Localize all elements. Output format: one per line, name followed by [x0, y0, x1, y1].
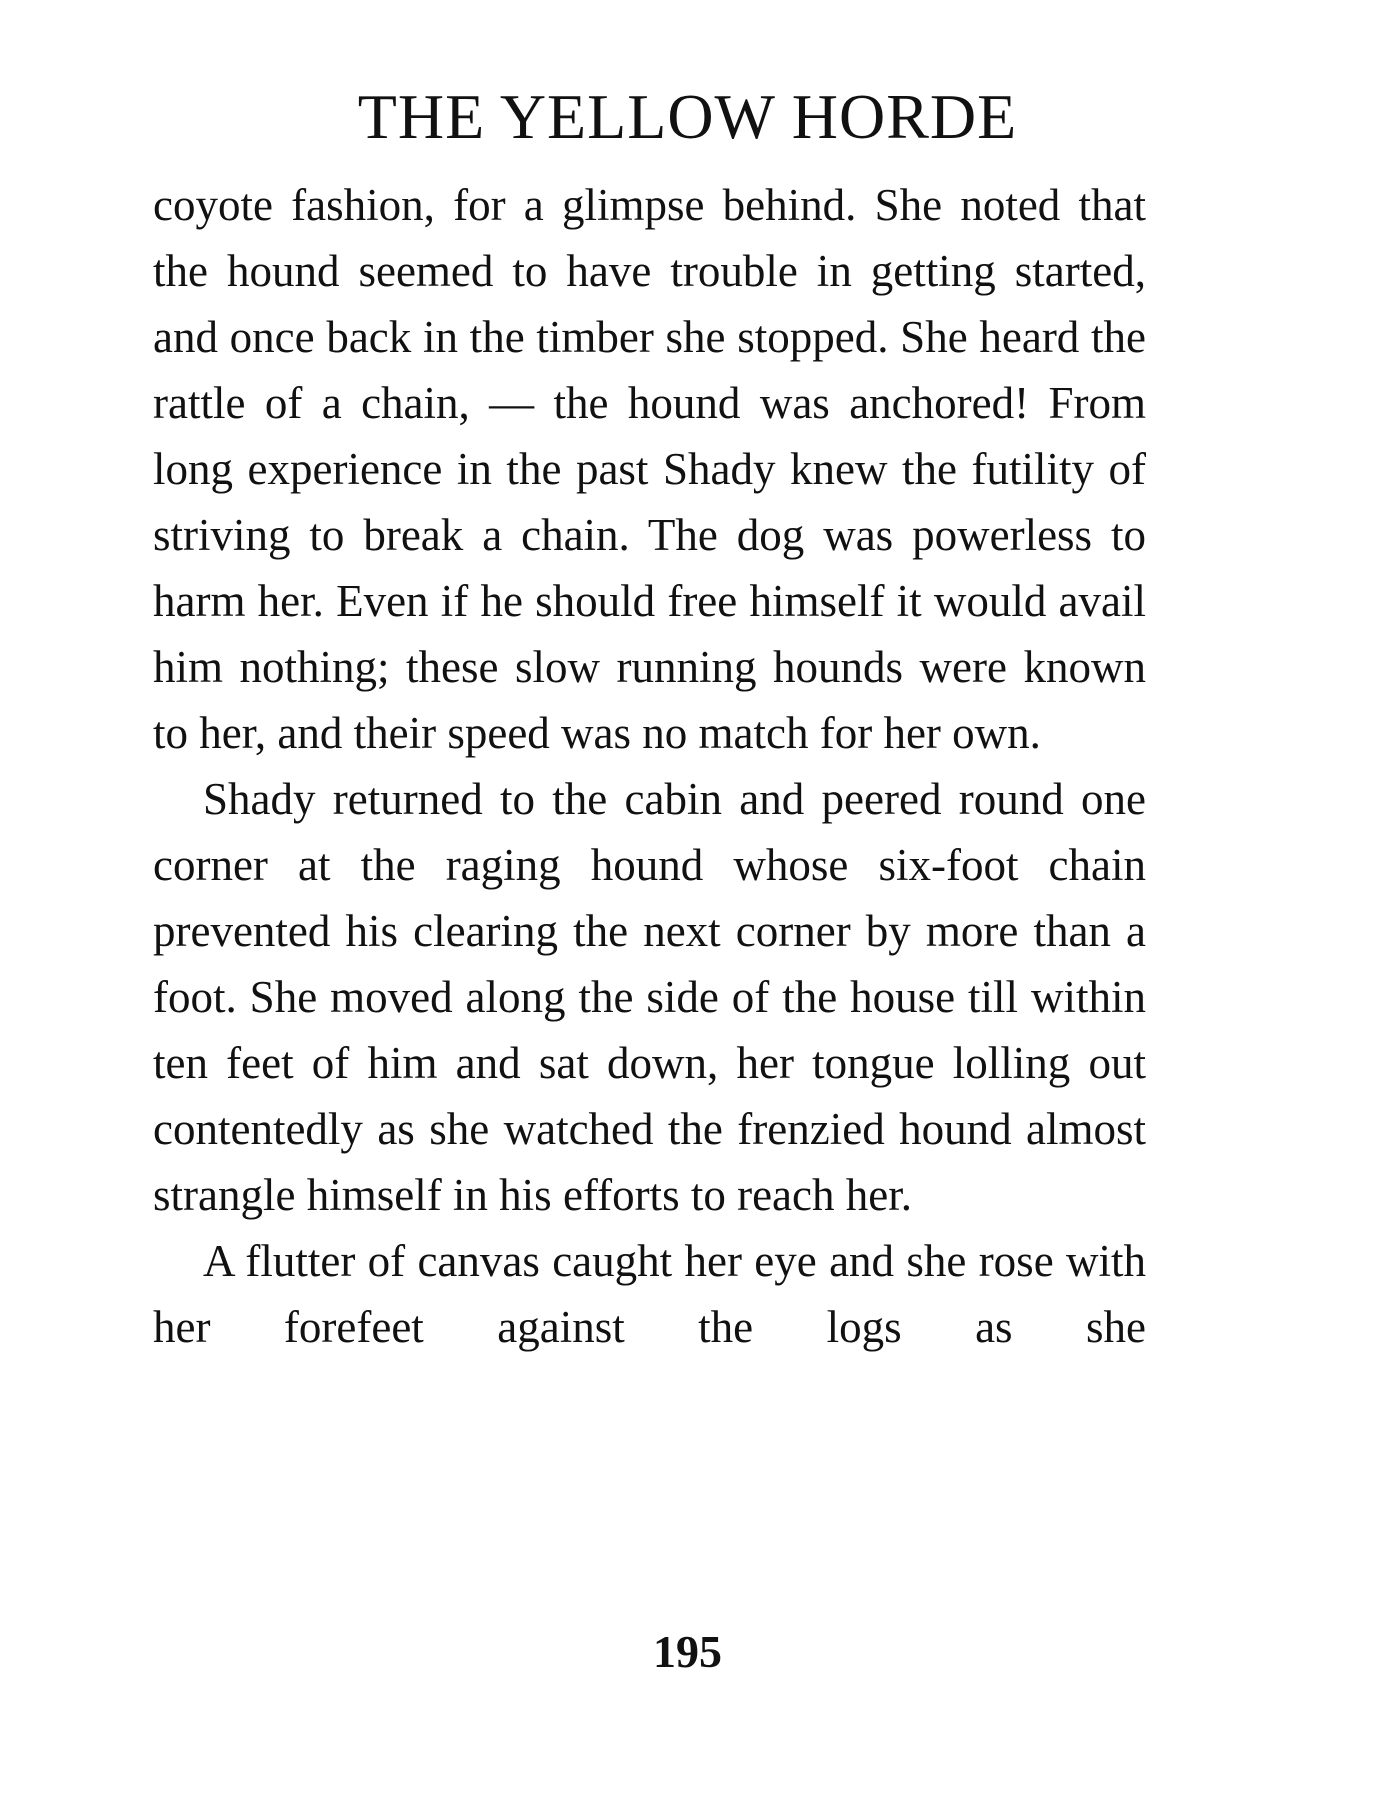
paragraph-continued: coyote fashion, for a glimpse behind. She noted that the hound seemed to have trouble in getting started, and once back in the timber she stopped. She heard the rattle of a chain, — the hound was anchored! From long experience in the past Shady knew the futility of striving to break a chain. The dog was powerless to harm her. Even if he should free himself it would avail him nothing; these slow running hounds were known to her, and their speed was no match for her own. — [153, 180, 1146, 758]
body-text — [153, 172, 1146, 1360]
running-head-title: THE YELLOW HORDE — [357, 81, 1018, 152]
page-number: 195 — [653, 1626, 722, 1677]
paragraph-unfinished: A flutter of canvas caught her eye and she rose with her forefeet against the logs as she — [153, 1236, 1146, 1352]
paragraph: Shady returned to the cabin and peered round one corner at the raging hound whose six-foot chain prevented his clearing the next corner by more than a foot. She moved along the side of the house till within ten feet of him and sat down, her tongue lolling out contentedly as she watched the frenzied hound almost strangle himself in his efforts to reach her. — [153, 774, 1146, 1220]
